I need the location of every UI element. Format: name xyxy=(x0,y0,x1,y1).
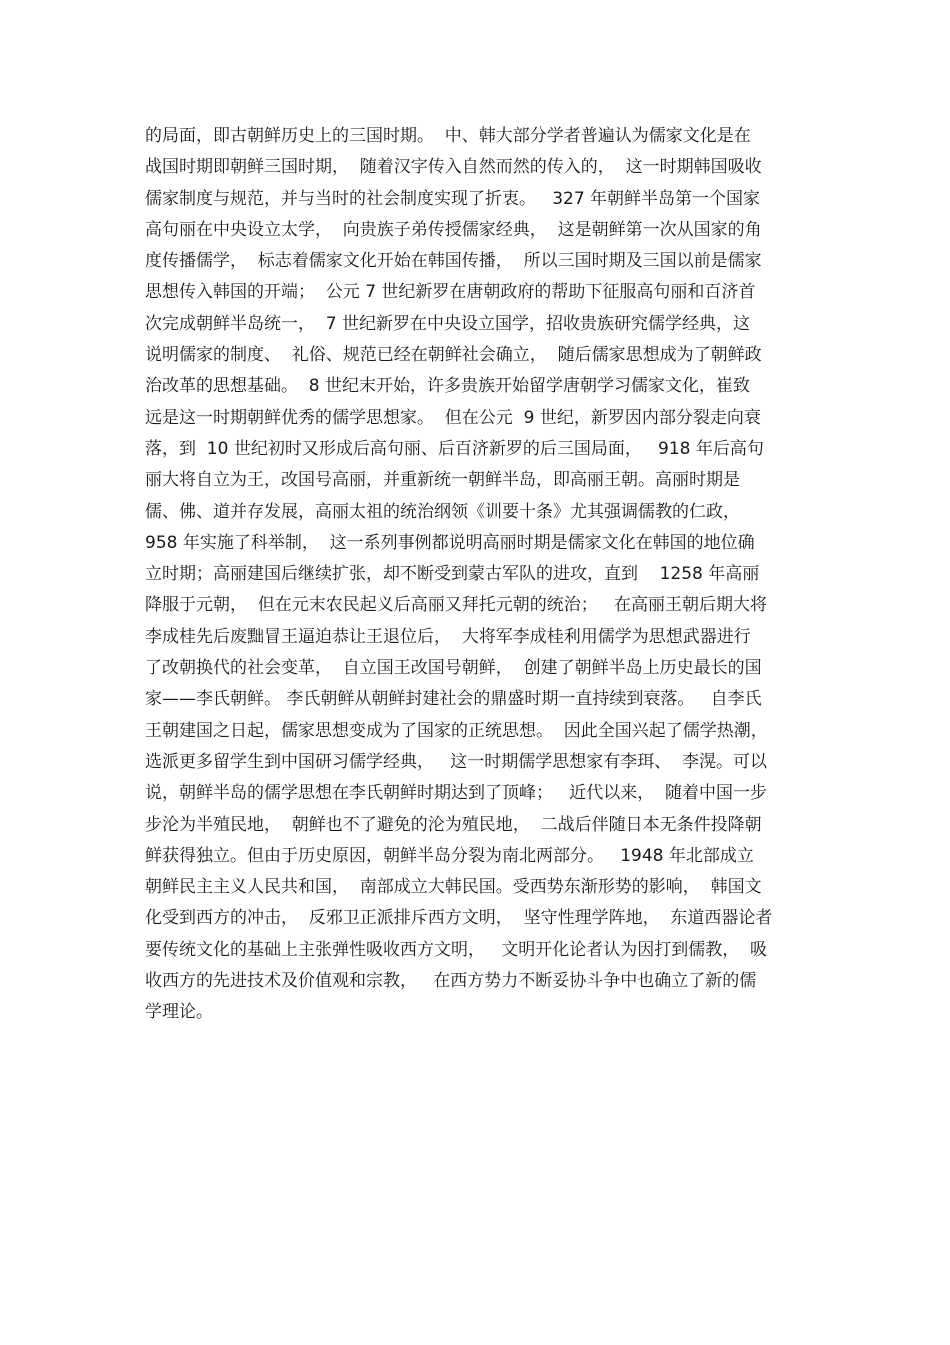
text-line: 朝鲜民主主义人民共和国， 南部成立大韩民国。受西势东渐形势的影响， 韩国文 xyxy=(145,877,762,898)
text-line: 战国时期即朝鲜三国时期， 随着汉字传入自然而然的传入的， 这一时期韩国吸收 xyxy=(145,157,762,178)
text-line: 化受到西方的冲击， 反邪卫正派排斥西方文明， 坚守性理学阵地， 东道西器论者 xyxy=(145,908,773,929)
body-text xyxy=(145,121,845,1029)
text-line: 落，到 10 世纪初时又形成后高句丽、后百济新罗的后三国局面， 918 年后高句 xyxy=(145,438,764,459)
text-line: 了改朝换代的社会变革， 自立国王改国号朝鲜， 创建了朝鲜半岛上历史最长的国 xyxy=(145,658,762,679)
text-line: 王朝建国之日起，儒家思想变成为了国家的正统思想。 因此全国兴起了儒学热潮， xyxy=(145,720,768,741)
text-line: 学理论。 xyxy=(145,1002,213,1023)
text-line: 说，朝鲜半岛的儒学思想在李氏朝鲜时期达到了顶峰； 近代以来， 随着中国一步 xyxy=(145,783,768,804)
text-line: 度传播儒学， 标志着儒家文化开始在韩国传播， 所以三国时期及三国以前是儒家 xyxy=(145,251,762,272)
text-line: 鲜获得独立。但由于历史原因，朝鲜半岛分裂为南北两部分。 1948 年北部成立 xyxy=(145,845,754,866)
text-line: 选派更多留学生到中国研习儒学经典， 这一时期儒学思想家有李珥、 李滉。可以 xyxy=(145,751,768,772)
text-line: 李成桂先后废黜冒王逼迫恭让王退位后， 大将军李成桂利用儒学为思想武器进行 xyxy=(145,626,751,647)
text-line: 思想传入韩国的开端； 公元 7 世纪新罗在唐朝政府的帮助下征服高句丽和百济首 xyxy=(145,282,756,303)
text-line: 家——李氏朝鲜。 李氏朝鲜从朝鲜封建社会的鼎盛时期一直持续到衰落。 自李氏 xyxy=(145,689,762,710)
text-line: 儒家制度与规范，并与当时的社会制度实现了折衷。 327 年朝鲜半岛第一个国家 xyxy=(145,188,761,209)
text-line: 远是这一时期朝鲜优秀的儒学思想家。 但在公元 9 世纪，新罗因内部分裂走向衰 xyxy=(145,407,761,428)
text-line: 步沦为半殖民地， 朝鲜也不了避免的沦为殖民地， 二战后伴随日本无条件投降朝 xyxy=(145,814,762,835)
text-line: 丽大将自立为王，改国号高丽，并重新统一朝鲜半岛，即高丽王朝。高丽时期是 xyxy=(145,470,740,491)
text-line: 高句丽在中央设立太学， 向贵族子弟传授儒家经典， 这是朝鲜第一次从国家的角 xyxy=(145,219,762,240)
text-line: 立时期；高丽建国后继续扩张，却不断受到蒙古军队的进攻，直到 1258 年高丽 xyxy=(145,564,760,585)
text-line: 的局面，即古朝鲜历史上的三国时期。 中、韩大部分学者普遍认为儒家文化是在 xyxy=(145,126,751,146)
text-line: 说明儒家的制度、 礼俗、规范已经在朝鲜社会确立， 随后儒家思想成为了朝鲜政 xyxy=(145,345,762,366)
text-line: 收西方的先进技术及价值观和宗教， 在西方势力不断妥协斗争中也确立了新的儒 xyxy=(145,971,757,992)
text-line: 治改革的思想基础。 8 世纪末开始，许多贵族开始留学唐朝学习儒家文化，崔致 xyxy=(145,376,751,397)
text-line: 要传统文化的基础上主张弹性吸收西方文明， 文明开化论者认为因打到儒教， 吸 xyxy=(145,939,768,960)
text-line: 儒、佛、道并存发展，高丽太祖的统治纲领《训要十条》尤其强调儒教的仁政， xyxy=(145,501,740,522)
text-line: 次完成朝鲜半岛统一， 7 世纪新罗在中央设立国学，招收贵族研究儒学经典，这 xyxy=(145,313,751,334)
text-line: 958 年实施了科举制， 这一系列事例都说明高丽时期是儒家文化在韩国的地位确 xyxy=(145,532,755,553)
text-line: 降服于元朝， 但在元末农民起义后高丽又拜托元朝的统治； 在高丽王朝后期大将 xyxy=(145,595,768,616)
